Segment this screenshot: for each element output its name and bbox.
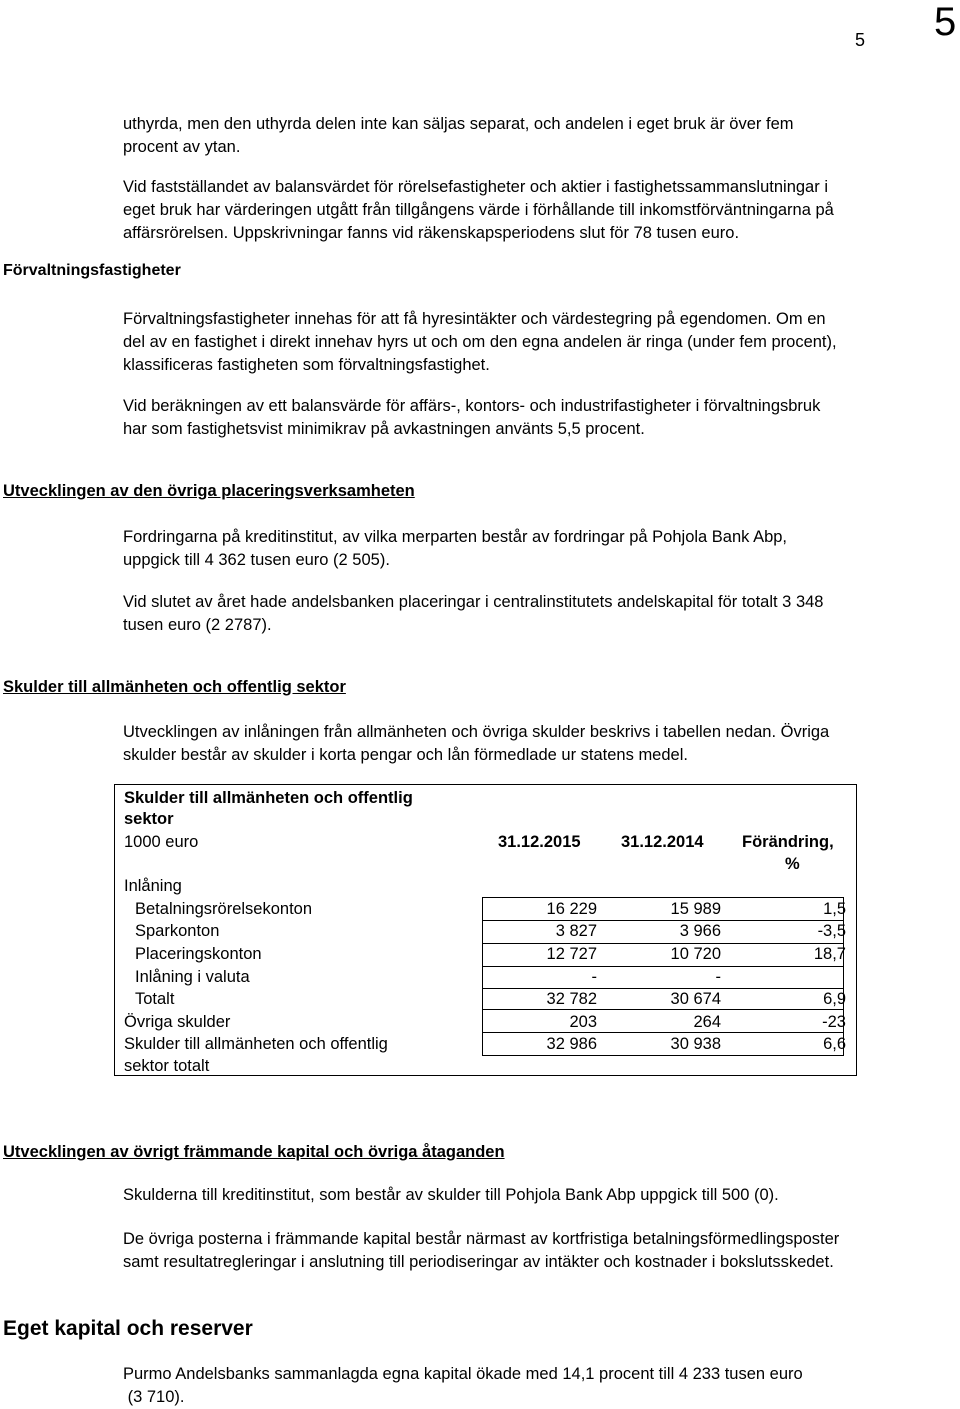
text-line: procent av ytan. xyxy=(123,138,241,156)
cell-value: 3 827 xyxy=(555,922,597,940)
column-header: Förändring, xyxy=(742,833,834,851)
text-line: Vid slutet av året hade andelsbanken placeringar i centralinstitutets andelskapital för totalt 3 348 xyxy=(123,593,824,611)
text-line: samt resultatregleringar i anslutning till periodiseringar av intäkter och kostnader i bokslutsskedet. xyxy=(123,1253,834,1271)
column-header: 31.12.2015 xyxy=(498,833,581,851)
text-line: Utvecklingen av inlåningen från allmänheten och övriga skulder beskrivs i tabellen nedan. Övriga xyxy=(123,723,830,741)
column-header: % xyxy=(785,855,800,873)
cell-value: 15 989 xyxy=(670,900,721,918)
row-label: Betalningsrörelsekonton xyxy=(135,900,313,918)
page-number-small: 5 xyxy=(855,30,866,50)
cell-value: 1,5 xyxy=(823,900,846,918)
cell-value: -3,5 xyxy=(817,922,846,940)
text-line: affärsrörelsen. Uppskrivningar fanns vid räkenskapsperiodens slut för 78 tusen euro. xyxy=(123,224,740,242)
text-line: har som fastighetsvist minimikrav på avkastningen använts 5,5 procent. xyxy=(123,420,645,438)
cell-value: 203 xyxy=(569,1013,597,1031)
row-label: Övriga skulder xyxy=(124,1013,231,1031)
cell-value: -23 xyxy=(822,1013,846,1031)
row-group-label: Inlåning xyxy=(124,877,182,895)
section-heading: Eget kapital och reserver xyxy=(3,1317,253,1340)
cell-value: 12 727 xyxy=(546,945,597,963)
row-label: Totalt xyxy=(135,990,175,1008)
text-line: uthyrda, men den uthyrda delen inte kan säljas separat, och andelen i eget bruk är över fem xyxy=(123,115,794,133)
row-label: Skulder till allmänheten och offentlig xyxy=(124,1035,388,1053)
valuation-paragraph xyxy=(123,176,938,245)
cell-value: 10 720 xyxy=(670,945,721,963)
cell-value: 32 782 xyxy=(546,990,597,1008)
section1-paragraph-2 xyxy=(123,591,938,637)
column-header: 31.12.2014 xyxy=(621,833,704,851)
section2-paragraph-1 xyxy=(123,721,938,767)
cell-value: 6,6 xyxy=(823,1035,846,1053)
row-label: Sparkonton xyxy=(135,922,220,940)
row-label: Placeringskonton xyxy=(135,945,262,963)
cell-value: 264 xyxy=(693,1013,721,1031)
cell-value: - xyxy=(591,968,597,986)
row-label: Inlåning i valuta xyxy=(135,968,250,986)
deposits-table xyxy=(114,784,857,1076)
text-line: De övriga posterna i främmande kapital består närmast av kortfristiga betalningsförmedlingsposter xyxy=(123,1230,840,1248)
text-line: skulder består av skulder i korta pengar och lån förmedlade ur statens medel. xyxy=(123,746,688,764)
cell-value: 3 966 xyxy=(679,922,721,940)
section-heading: Utvecklingen av övrigt främmande kapital och övriga åtaganden xyxy=(3,1143,505,1161)
text-line: uppgick till 4 362 tusen euro (2 505). xyxy=(123,551,390,569)
text-line: Vid beräkningen av ett balansvärde för affärs-, kontors- och industrifastigheter i förvaltningsbruk xyxy=(123,397,821,415)
investment-paragraph-2 xyxy=(123,395,938,441)
text-line: Fordringarna på kreditinstitut, av vilka merparten består av fordringar på Pohjola Bank Abp, xyxy=(123,528,788,546)
cell-value: 30 938 xyxy=(670,1035,721,1053)
section4-paragraph-1 xyxy=(123,1363,938,1409)
section1-paragraph-1 xyxy=(123,526,938,572)
cell-value: - xyxy=(715,968,721,986)
text-line: Vid fastställandet av balansvärdet för rörelsefastigheter och aktier i fastighetssammanslutningar i xyxy=(123,178,828,196)
table-title: sektor xyxy=(124,810,174,828)
cell-value: 30 674 xyxy=(670,990,721,1008)
section-heading: Utvecklingen av den övriga placeringsverksamheten xyxy=(3,482,415,500)
table-title: Skulder till allmänheten och offentlig xyxy=(124,789,413,807)
section3-paragraph-2 xyxy=(123,1228,938,1274)
table-unit: 1000 euro xyxy=(124,833,199,851)
cell-value: 18,7 xyxy=(813,945,846,963)
text-line: klassificeras fastigheten som förvaltningsfastighet. xyxy=(123,356,490,374)
page-number-large: 5 xyxy=(934,0,957,44)
investment-paragraph-1 xyxy=(123,308,938,377)
text-line: tusen euro (2 2787). xyxy=(123,616,272,634)
text-line: Purmo Andelsbanks sammanlagda egna kapital ökade med 14,1 procent till 4 233 tusen euro xyxy=(123,1365,803,1383)
section3-paragraph-1 xyxy=(123,1184,938,1207)
row-label: sektor totalt xyxy=(124,1057,210,1075)
side-heading: Förvaltningsfastigheter xyxy=(3,262,181,279)
text-line: eget bruk har värderingen utgått från tillgångens värde i förhållande till inkomstförväntningarna på xyxy=(123,201,834,219)
text-line: (3 710). xyxy=(123,1388,185,1406)
cell-value: 32 986 xyxy=(546,1035,597,1053)
section-heading: Skulder till allmänheten och offentlig sektor xyxy=(3,678,346,696)
cell-value: 16 229 xyxy=(546,900,597,918)
cell-value: 6,9 xyxy=(823,990,846,1008)
text-line: Skulderna till kreditinstitut, som består av skulder till Pohjola Bank Abp uppgick till 500 (0). xyxy=(123,1186,779,1204)
text-line: Förvaltningsfastigheter innehas för att få hyresintäkter och värdestegring på egendomen. Om en xyxy=(123,310,826,328)
intro-paragraph xyxy=(123,113,938,159)
text-line: del av en fastighet i direkt innehav hyrs ut och om den egna andelen är ringa (under fem procent), xyxy=(123,333,837,351)
